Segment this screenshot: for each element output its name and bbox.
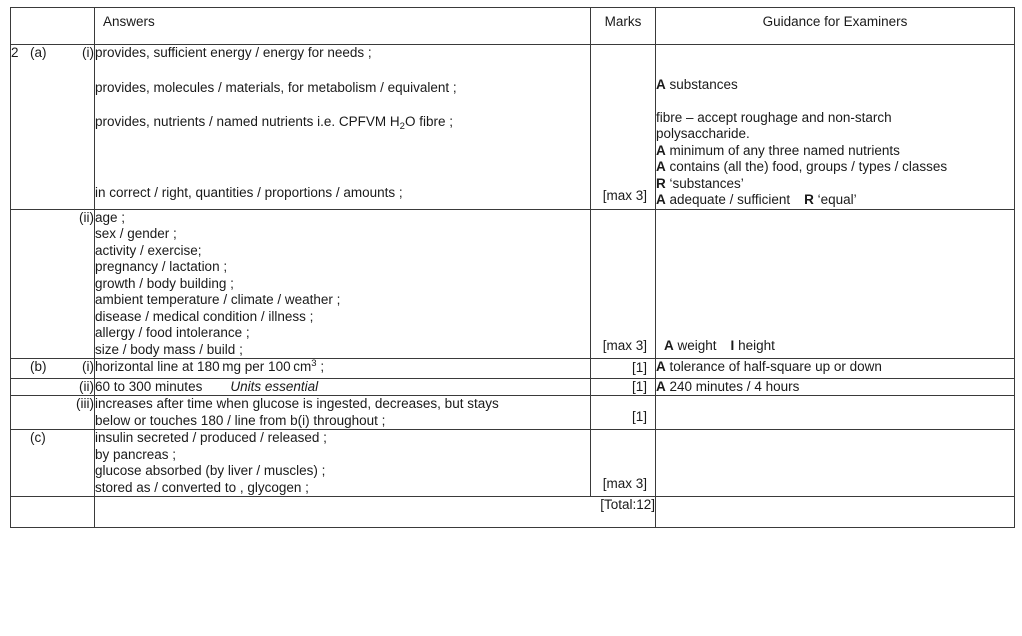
answer-emphasis: Units essential (230, 378, 319, 394)
accept-code: A (656, 159, 666, 174)
row-label-2b-i (11, 359, 95, 379)
guidance-text: substances (669, 77, 738, 92)
guidance-text: height (738, 337, 775, 353)
guidance-cell-2b-i (656, 359, 1015, 379)
answer-text: provides, nutrients / named nutrients i.e. CPFVM H (95, 114, 400, 129)
answer-point (95, 114, 590, 133)
question-part: (c) (30, 430, 46, 445)
header-marks: Marks (591, 8, 656, 45)
answers-cell-2a-i (95, 45, 591, 210)
marks-cell-2b-i (591, 359, 656, 379)
guidance-point (656, 143, 1014, 160)
guidance-cell-2b-iii (656, 396, 1015, 430)
answers-cell-2b-iii (95, 396, 591, 430)
answers-cell-2b-i (95, 359, 591, 379)
question-number: 2 (11, 45, 19, 60)
total-row-guidance (656, 497, 1015, 528)
guidance-point (664, 338, 775, 355)
answer-point: by pancreas ; (95, 446, 177, 462)
answer-point: growth / body building ; (95, 275, 234, 291)
header-label-column (11, 8, 95, 45)
row-label-2b-iii (11, 396, 95, 430)
guidance-text: weight (677, 337, 717, 353)
answers-cell-2a-ii (95, 209, 591, 359)
guidance-text: minimum of any three named nutrients (669, 142, 900, 158)
reject-code: R (804, 192, 814, 207)
answer-point: sex / gender ; (95, 226, 177, 241)
answer-text-suffix: ; (316, 359, 325, 374)
row-label-2b-ii (11, 378, 95, 396)
answer-point: provides, molecules / materials, for metabolism / equivalent ; (95, 79, 457, 95)
header-answers: Answers (95, 8, 591, 45)
guidance-text: 240 minutes / 4 hours (669, 378, 800, 394)
answer-point: ambient temperature / climate / weather ; (95, 292, 341, 307)
accept-code: A (656, 142, 666, 158)
answer-point: insulin secreted / produced / released ; (95, 430, 327, 445)
answer-text: horizontal line at 180 mg per 100 cm (95, 359, 312, 374)
guidance-point (656, 192, 1014, 209)
marks-value: [1] (631, 360, 647, 375)
answers-cell-2b-ii (95, 378, 591, 396)
guidance-text: ‘substances’ (669, 175, 744, 191)
answer-text: 60 to 300 minutes (95, 378, 203, 394)
table-row (11, 396, 1015, 430)
guidance-cell-2b-ii (656, 378, 1015, 396)
total-marks: [Total:12] (95, 497, 656, 528)
table-row (11, 378, 1015, 396)
marks-value: [1] (631, 408, 647, 424)
question-roman: (i) (82, 45, 94, 60)
row-label-2c (11, 430, 95, 497)
answer-point: pregnancy / lactation ; (95, 259, 228, 274)
guidance-cell-2c (656, 430, 1015, 497)
question-roman: (i) (82, 359, 94, 374)
answer-point (95, 379, 590, 396)
marks-cell-2b-ii (591, 378, 656, 396)
answer-point: age ; (95, 209, 126, 225)
guidance-point (656, 159, 1014, 176)
accept-code: A (656, 77, 666, 92)
guidance-point (656, 379, 1014, 396)
answer-point: allergy / food intolerance ; (95, 325, 250, 340)
guidance-point: polysaccharide. (656, 126, 750, 141)
table-row (11, 209, 1015, 359)
superscript-3: 3 (311, 358, 317, 369)
guidance-text: tolerance of half-square up or down (669, 359, 882, 374)
answer-point: stored as / converted to , glycogen ; (95, 479, 309, 495)
answer-point: in correct / right, quantities / proportions / amounts ; (95, 184, 403, 200)
answer-text-suffix: O fibre ; (404, 114, 453, 129)
answer-point: below or touches 180 / line from b(i) throughout ; (95, 412, 386, 428)
accept-code: A (656, 359, 666, 374)
total-row (11, 497, 1015, 528)
row-label-2a-ii (11, 209, 95, 359)
accept-code: A (664, 337, 674, 353)
guidance-text: contains (all the) food, groups / types / classes (669, 159, 948, 174)
subscript-2: 2 (399, 121, 405, 132)
marks-value: [max 3] (602, 475, 647, 491)
question-part: (b) (30, 359, 47, 374)
guidance-point (656, 359, 1014, 376)
guidance-text: adequate / sufficient (669, 192, 791, 207)
header-guidance: Guidance for Examiners (656, 8, 1015, 45)
guidance-cell-2a-ii (656, 209, 1015, 359)
question-roman: (ii) (79, 378, 94, 394)
answer-point: provides, sufficient energy / energy for needs ; (95, 45, 372, 60)
table-row (11, 359, 1015, 379)
guidance-point (656, 77, 1014, 94)
answer-point: activity / exercise; (95, 242, 202, 258)
marks-cell-2a-i (591, 45, 656, 210)
table-row (11, 45, 1015, 210)
guidance-text: ‘equal’ (817, 192, 857, 207)
marks-value: [max 3] (602, 337, 647, 353)
marks-value: [1] (631, 378, 647, 394)
ignore-code: I (730, 337, 735, 353)
answer-point (95, 359, 590, 378)
guidance-point (656, 176, 1014, 193)
answer-point: glucose absorbed (by liver / muscles) ; (95, 463, 326, 478)
row-label-2a-i (11, 45, 95, 210)
mark-scheme-table (10, 7, 1015, 528)
marks-cell-2b-iii (591, 396, 656, 430)
question-part: (a) (30, 45, 47, 60)
accept-code: A (656, 192, 666, 207)
answer-point: disease / medical condition / illness ; (95, 308, 314, 324)
answer-point: increases after time when glucose is ingested, decreases, but stays (95, 396, 499, 411)
question-roman: (iii) (76, 396, 94, 411)
marks-cell-2a-ii (591, 209, 656, 359)
accept-code: A (656, 378, 666, 394)
answers-cell-2c (95, 430, 591, 497)
table-row (11, 430, 1015, 497)
guidance-cell-2a-i (656, 45, 1015, 210)
marks-value: [max 3] (602, 188, 647, 203)
marks-cell-2c (591, 430, 656, 497)
total-row-label (11, 497, 95, 528)
guidance-point: fibre – accept roughage and non-starch (656, 109, 892, 125)
reject-code: R (656, 175, 666, 191)
question-roman: (ii) (79, 209, 94, 225)
table-header-row (11, 8, 1015, 45)
answer-point: size / body mass / build ; (95, 341, 243, 357)
